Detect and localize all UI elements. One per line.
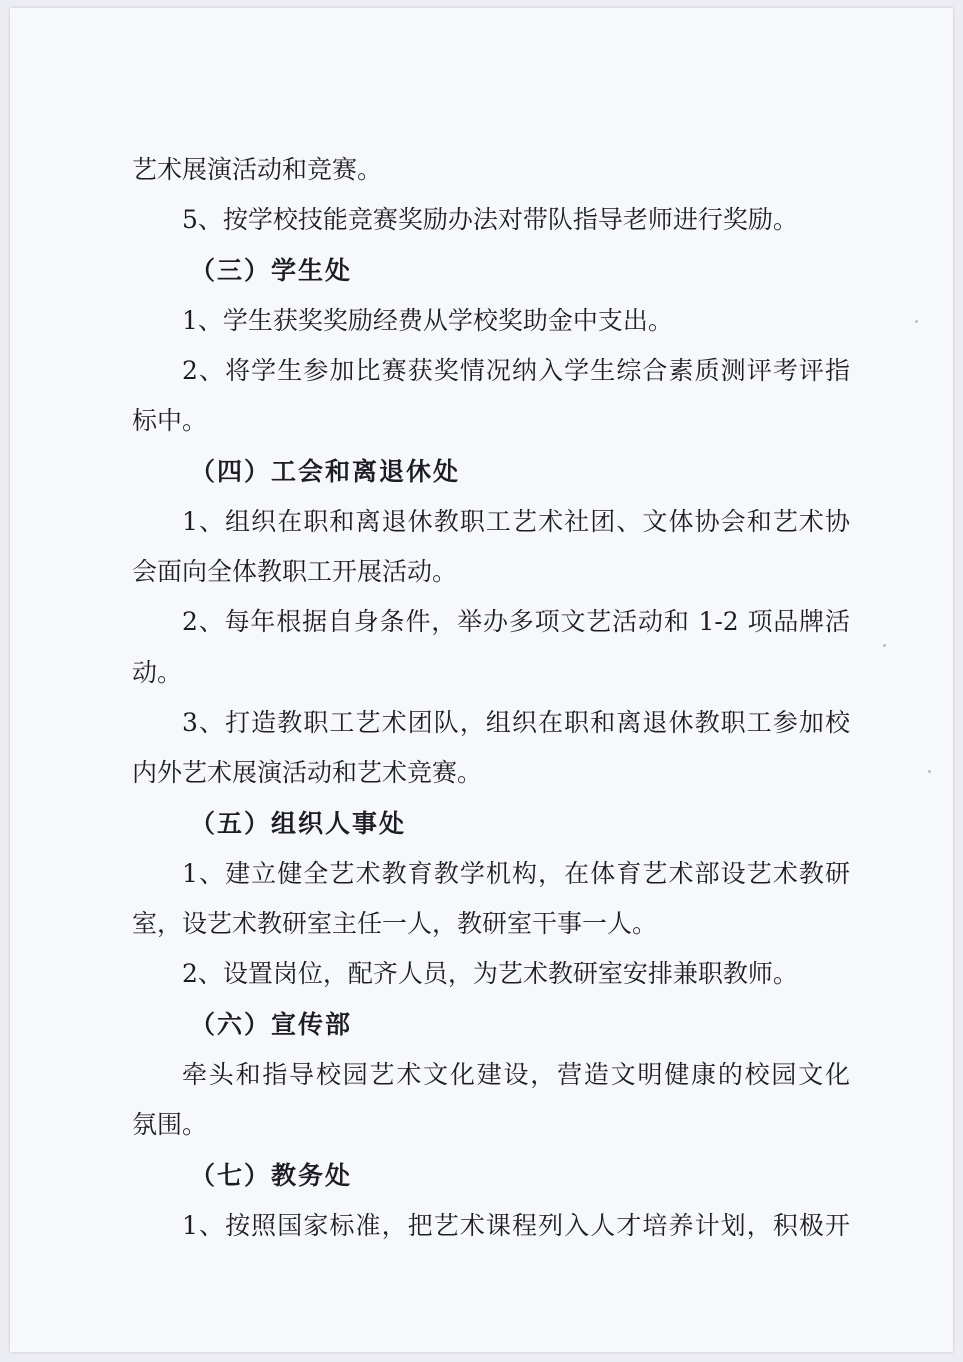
text-line: 2、每年根据自身条件，举办多项文艺活动和 1-2 项品牌活 <box>182 607 850 636</box>
section-heading: （五）组织人事处 <box>190 809 407 838</box>
text-line: 动。 <box>132 658 183 687</box>
text-line: 内外艺术展演活动和艺术竞赛。 <box>132 758 483 787</box>
text-line: 5、按学校技能竞赛奖励办法对带队指导老师进行奖励。 <box>182 205 798 234</box>
text-line: 室，设艺术教研室主任一人，教研室干事一人。 <box>132 909 658 938</box>
text-line: 1、按照国家标准，把艺术课程列入人才培养计划，积极开 <box>182 1211 850 1240</box>
text-line: 艺术展演活动和竞赛。 <box>132 155 383 184</box>
text-line: 1、学生获奖奖励经费从学校奖助金中支出。 <box>182 306 673 335</box>
text-line: 2、将学生参加比赛获奖情况纳入学生综合素质测评考评指 <box>182 356 850 385</box>
scan-speck <box>915 320 918 323</box>
text-line: 会面向全体教职工开展活动。 <box>132 557 458 586</box>
text-line: 氛围。 <box>132 1110 208 1139</box>
text-line: 标中。 <box>132 406 208 435</box>
text-line: 1、组织在职和离退休教职工艺术社团、文体协会和艺术协 <box>182 507 850 536</box>
section-heading: （六）宣传部 <box>190 1010 353 1039</box>
section-heading: （三）学生处 <box>190 256 353 285</box>
text-line: 3、打造教职工艺术团队，组织在职和离退休教职工参加校 <box>182 708 850 737</box>
text-line: 牵头和指导校园艺术文化建设，营造文明健康的校园文化 <box>182 1060 850 1089</box>
text-line: 1、建立健全艺术教育教学机构，在体育艺术部设艺术教研 <box>182 859 850 888</box>
scan-speck <box>883 644 886 647</box>
section-heading: （四）工会和离退休处 <box>190 457 461 486</box>
text-line: 2、设置岗位，配齐人员，为艺术教研室安排兼职教师。 <box>182 959 798 988</box>
scan-speck <box>928 770 931 773</box>
show-through-mark <box>510 158 570 193</box>
document-page <box>10 8 953 1352</box>
section-heading: （七）教务处 <box>190 1161 353 1190</box>
